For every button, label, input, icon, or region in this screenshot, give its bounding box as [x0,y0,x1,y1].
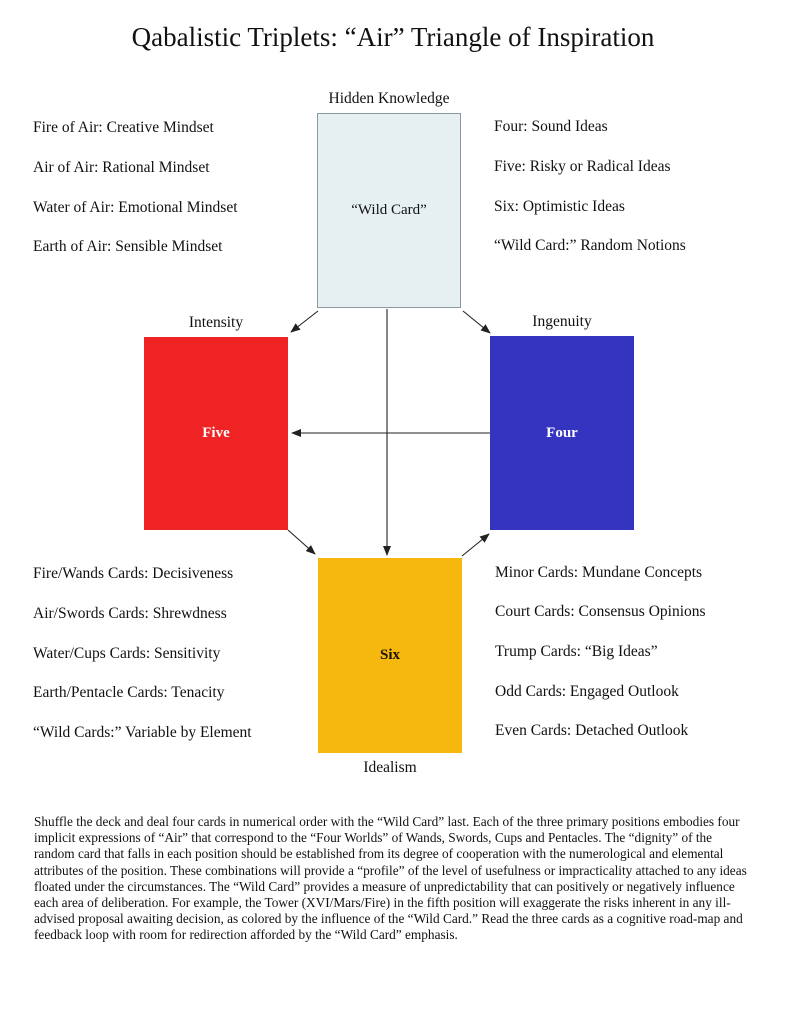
arrow-six-to-four [462,534,489,556]
position-label-idealism: Idealism [363,759,417,776]
arrow-wild-to-four [463,311,490,333]
list-item: Court Cards: Consensus Opinions [495,603,706,620]
four-card-label: Four [546,424,578,441]
list-item: Earth/Pentacle Cards: Tenacity [33,684,225,701]
list-item: Six: Optimistic Ideas [494,198,625,215]
list-item: Odd Cards: Engaged Outlook [495,683,679,700]
arrow-five-to-six [288,530,315,554]
wild-card-label: “Wild Card” [351,202,427,218]
five-card-label: Five [202,425,230,441]
list-item: “Wild Card:” Random Notions [494,237,686,254]
page-title: Qabalistic Triplets: “Air” Triangle of Inspiration [131,22,655,52]
arrow-wild-to-five [291,311,318,332]
list-item: Even Cards: Detached Outlook [495,722,689,739]
list-item: Water/Cups Cards: Sensitivity [33,645,221,662]
position-label-hidden-knowledge: Hidden Knowledge [328,90,450,107]
list-item: Water of Air: Emotional Mindset [33,199,238,216]
list-item: Air of Air: Rational Mindset [33,159,210,176]
list-item: Air/Swords Cards: Shrewdness [33,605,227,622]
list-item: Earth of Air: Sensible Mindset [33,238,223,255]
list-item: Five: Risky or Radical Ideas [494,158,671,175]
list-item: “Wild Cards:” Variable by Element [33,724,252,741]
position-label-intensity: Intensity [188,314,244,331]
six-card-label: Six [379,647,400,663]
list-item: Fire/Wands Cards: Decisiveness [33,565,234,582]
list-item: Fire of Air: Creative Mindset [33,119,214,136]
instructions-paragraph: Shuffle the deck and deal four cards in numerical order with the “Wild Card” last. Each of the three primary positions embodies four implicit expressions of “Air” that correspond to the “Four Worlds” of Wands, Swords, Cups and Pentacles. The “dignity” of the random card that falls in each position should be established from its degree of cooperation with the numerological and elemental attributes of the position. These combinations will provide a “profile” of the level of usefulness or impracticality attached to any ideas floated under the circumstances. The “Wild Card” provides a measure of unpredictability that can positively or negatively influence each area of deliberation. For example, the Tower (XVI/Mars/Fire) in the fifth position will exaggerate the risks inherent in any ill-advised proposal awaiting decision, as colored by the influence of the “Wild Card.” Read the three cards as a cognitive road-map and feedback loop with room for redirection afforded by the “Wild Card” emphasis. [34,814,747,943]
position-label-ingenuity: Ingenuity [532,313,592,330]
list-item: Trump Cards: “Big Ideas” [495,643,658,660]
list-item: Four: Sound Ideas [494,118,608,135]
list-item: Minor Cards: Mundane Concepts [495,564,703,581]
